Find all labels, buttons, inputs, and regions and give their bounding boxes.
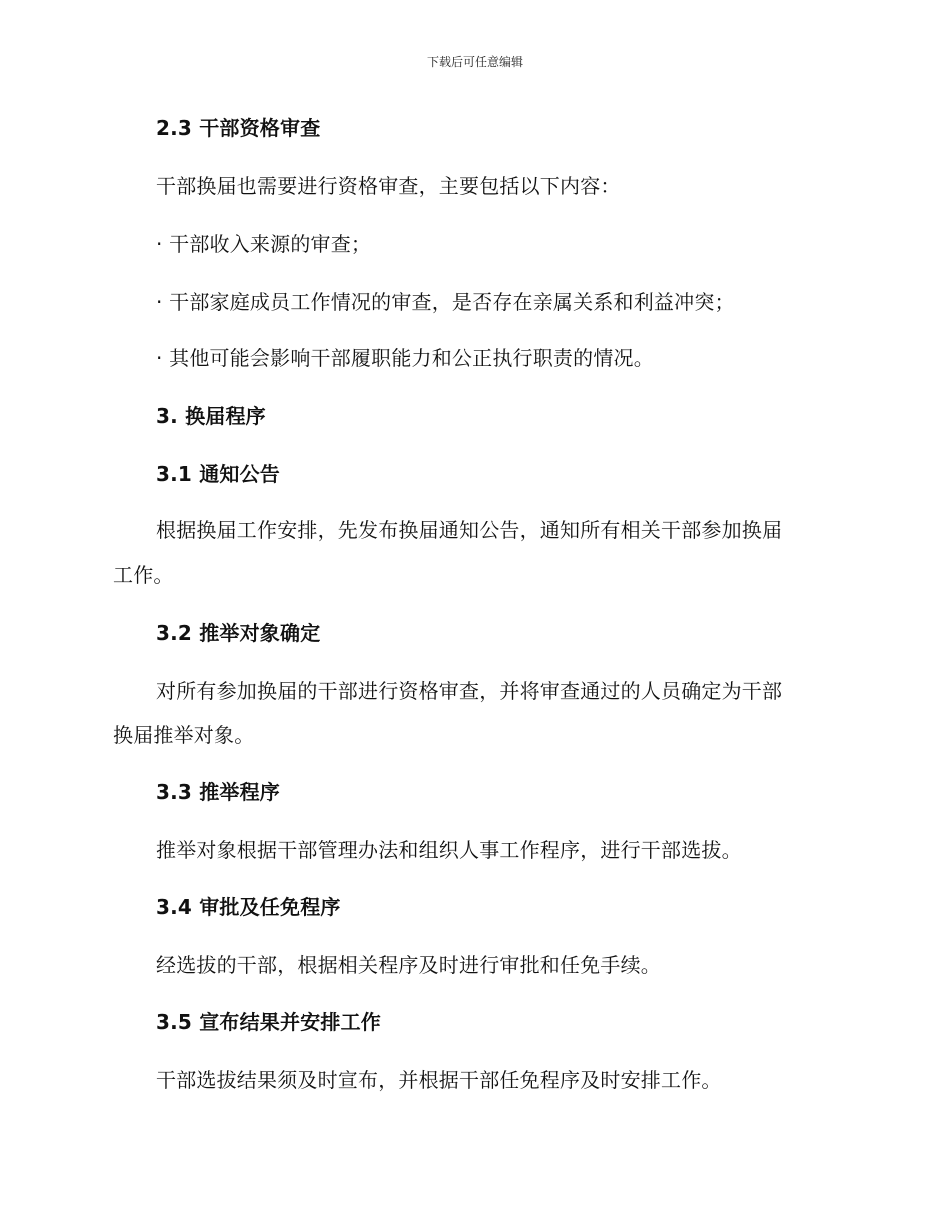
- paragraph-3-4: 经选拔的干部，根据相关程序及时进行审批和任免手续。: [156, 953, 661, 977]
- section-heading-3: 3. 换届程序: [156, 404, 266, 428]
- paragraph-3-2-line-1: 对所有参加换届的干部进行资格审查，并将审查通过的人员确定为干部: [156, 679, 783, 703]
- section-heading-3-5: 3.5 宣布结果并安排工作: [156, 1010, 381, 1034]
- section-heading-3-2: 3.2 推举对象确定: [156, 621, 321, 645]
- paragraph-3-1-line-2: 工作。: [113, 563, 174, 587]
- section-heading-2-3: 2.3 干部资格审查: [156, 116, 321, 140]
- section-heading-3-1: 3.1 通知公告: [156, 462, 280, 486]
- paragraph-3-2-line-2: 换届推举对象。: [113, 723, 255, 747]
- bullet-item: · 干部家庭成员工作情况的审查，是否存在亲属关系和利益冲突；: [156, 290, 735, 314]
- section-heading-3-4: 3.4 审批及任免程序: [156, 895, 341, 919]
- page-header: 下载后可任意编辑: [426, 55, 523, 69]
- paragraph-3-3: 推举对象根据干部管理办法和组织人事工作程序，进行干部选拔。: [156, 838, 742, 862]
- bullet-item: · 其他可能会影响干部履职能力和公正执行职责的情况。: [156, 346, 654, 370]
- section-heading-3-3: 3.3 推举程序: [156, 780, 280, 804]
- paragraph-2-3-intro: 干部换届也需要进行资格审查，主要包括以下内容：: [156, 174, 621, 198]
- paragraph-3-5: 干部选拔结果须及时宣布，并根据干部任免程序及时安排工作。: [156, 1068, 722, 1092]
- paragraph-3-1-line-1: 根据换届工作安排，先发布换届通知公告，通知所有相关干部参加换届: [156, 518, 783, 542]
- bullet-item: · 干部收入来源的审查；: [156, 232, 372, 256]
